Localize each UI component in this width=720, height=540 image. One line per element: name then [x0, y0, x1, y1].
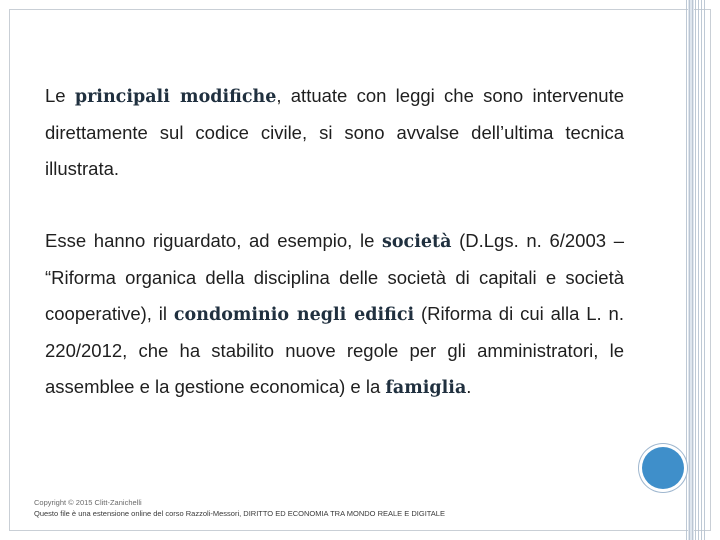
- footer-note: Questo file è una estensione online del corso Razzoli-Messori, DIRITTO ED ECONOMIA TRA MONDO REALE E DIGITALE: [34, 509, 445, 518]
- text-run: (D.Lgs. n. 6/2003 – “Riforma organica della disciplina delle società di capitali e società cooperative), il: [45, 230, 624, 324]
- keyword-societa: società: [382, 232, 452, 252]
- text-run: , attuate con leggi che sono intervenute direttamente sul codice civile, si sono avvalse dell’ultima tecnica illustrata.: [45, 85, 625, 179]
- text-run: Esse hanno riguardato, ad esempio, le: [45, 230, 383, 251]
- slide-body: [45, 78, 624, 406]
- decorative-circle: [642, 447, 684, 489]
- keyword-principali-modifiche: principali modifiche: [74, 87, 277, 107]
- text-run: (Riforma di cui alla L. n. 220/2012, che ha stabilito nuove regole per gli amministratori, le assemblee e la gestione economica) e la: [45, 303, 624, 397]
- footer-copyright: Copyright © 2015 Clitt-Zanichelli: [34, 498, 142, 507]
- paragraph-1: [45, 78, 624, 187]
- keyword-famiglia: famiglia: [385, 378, 467, 398]
- text-run: .: [466, 376, 472, 397]
- paragraph-2: [45, 223, 624, 406]
- decorative-side-stripes: [686, 0, 706, 540]
- text-run: Le: [45, 85, 75, 106]
- keyword-condominio-negli-edifici: condominio negli edifici: [173, 305, 415, 325]
- footer: [34, 497, 445, 519]
